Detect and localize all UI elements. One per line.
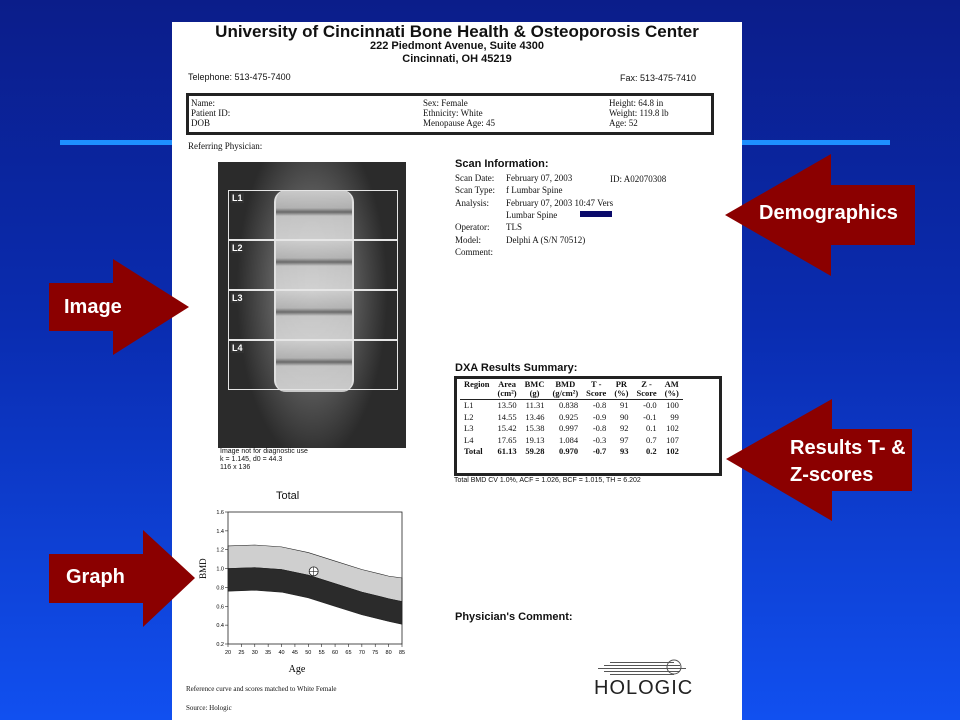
y-tick-label: 0.6 xyxy=(216,604,224,611)
results-header-cell xyxy=(548,380,582,400)
x-tick-label: 85 xyxy=(398,650,406,656)
x-tick-label: 35 xyxy=(265,650,272,656)
results-header-cell xyxy=(661,380,683,400)
image-caption-line: k = 1.145, d0 = 44.3 xyxy=(220,456,283,463)
table-cell: 93 xyxy=(619,446,629,456)
table-cell: 0.970 xyxy=(559,446,579,456)
weight: Weight: 119.8 lb xyxy=(609,108,669,118)
header-unit: Score xyxy=(636,388,657,398)
age: Age: 52 xyxy=(609,118,638,128)
table-cell: 97 xyxy=(619,434,629,445)
model: Delphi A (S/N 70512) xyxy=(506,235,586,245)
operator: TLS xyxy=(506,222,523,232)
table-cell: 92 xyxy=(619,423,629,433)
header-text: AM xyxy=(664,379,679,389)
table-cell: 0.1 xyxy=(646,423,657,433)
demographics-callout-label: Demographics xyxy=(759,202,898,224)
operator-label: Operator: xyxy=(455,222,490,232)
hologic-wordmark: HOLOGIC xyxy=(594,677,694,699)
vertebra-label: L1 xyxy=(232,193,243,203)
header-text: BMD xyxy=(555,379,576,389)
vertebra-box-l1 xyxy=(228,190,398,240)
table-cell: -0.3 xyxy=(592,434,607,445)
chart-source: Source: Hologic xyxy=(186,704,232,712)
table-cell: 15.38 xyxy=(525,423,545,433)
header-text: Z - xyxy=(641,379,652,389)
x-tick-label: 80 xyxy=(385,650,392,656)
referring-physician: Referring Physician: xyxy=(188,141,263,151)
image-callout xyxy=(49,259,189,355)
height: Height: 64.8 in xyxy=(609,98,664,108)
address-line-1: 222 Piedmont Avenue, Suite 4300 xyxy=(369,40,545,52)
table-cell: 90 xyxy=(619,411,629,422)
table-cell: 0.838 xyxy=(559,400,579,410)
table-cell: -0.0 xyxy=(643,400,657,410)
table-cell: -0.9 xyxy=(592,411,607,422)
y-tick-label: 1.2 xyxy=(216,547,224,554)
table-cell: L1 xyxy=(464,400,474,410)
y-tick-label: 0.8 xyxy=(216,585,224,592)
table-cell: 0.2 xyxy=(646,446,657,456)
table-cell: 99 xyxy=(670,411,679,422)
header-text: Region xyxy=(464,379,490,389)
x-tick-label: 75 xyxy=(372,650,379,656)
physician-comment-title: Physician's Comment: xyxy=(455,611,573,623)
image-caption xyxy=(220,448,308,472)
scan-id: ID: A02070308 xyxy=(610,174,667,184)
vertebra-label: L2 xyxy=(232,243,243,253)
header-text: Area xyxy=(498,379,516,389)
results-header-cell xyxy=(610,380,632,400)
vertebra-label: L4 xyxy=(232,343,243,353)
scan-type-label: Scan Type: xyxy=(455,185,495,195)
results-box xyxy=(454,376,722,476)
header-unit: (cm²) xyxy=(497,388,517,398)
demographics-callout xyxy=(725,154,915,276)
demographics-box xyxy=(186,93,714,135)
table-cell: 107 xyxy=(666,434,679,445)
x-tick-label: 20 xyxy=(224,650,232,656)
chart-footnote: Reference curve and scores matched to White Female xyxy=(186,685,337,693)
y-tick-label: 0.4 xyxy=(216,623,224,630)
menopause-age: Menopause Age: 45 xyxy=(423,118,495,128)
table-cell: 0.925 xyxy=(559,411,579,422)
x-axis-label: Age xyxy=(288,664,306,675)
table-cell: L2 xyxy=(464,411,474,422)
model-label: Model: xyxy=(455,235,481,245)
header-text: BMC xyxy=(524,379,545,389)
table-cell: 102 xyxy=(666,446,679,456)
results-callout xyxy=(726,399,914,521)
x-tick-label: 45 xyxy=(291,650,298,656)
analysis-label: Analysis: xyxy=(455,198,490,208)
results-header-cell xyxy=(521,380,549,400)
table-cell: -0.8 xyxy=(592,400,607,410)
table-cell: L4 xyxy=(464,434,474,445)
table-cell: 13.46 xyxy=(525,411,545,422)
table-row xyxy=(460,435,683,447)
table-cell: 59.28 xyxy=(525,446,545,456)
hologic-logo-icon xyxy=(598,658,686,678)
y-tick-label: 1.6 xyxy=(216,510,224,516)
table-cell: 0.7 xyxy=(646,434,657,445)
x-tick-label: 40 xyxy=(278,650,285,656)
results-header-row xyxy=(460,380,683,400)
header-text: PR xyxy=(615,379,628,389)
address-line-2: Cincinnati, OH 45219 xyxy=(402,53,512,65)
table-cell: 13.50 xyxy=(497,400,517,410)
y-axis-label: BMD xyxy=(198,558,208,579)
results-callout-line: Results T- & xyxy=(790,437,906,459)
results-header-cell xyxy=(494,380,521,400)
y-tick-label: 1.4 xyxy=(216,528,224,535)
scan-type: f Lumbar Spine xyxy=(506,185,563,195)
sex: Sex: Female xyxy=(423,98,468,108)
table-cell: 15.42 xyxy=(497,423,517,433)
table-cell: Total xyxy=(464,446,483,456)
bone-density-report xyxy=(172,22,742,720)
results-title: DXA Results Summary: xyxy=(455,362,578,374)
header-unit: (%) xyxy=(664,388,679,398)
table-cell: 0.997 xyxy=(559,423,579,433)
table-cell: -0.7 xyxy=(592,446,607,456)
table-cell: -0.8 xyxy=(592,423,607,433)
table-cell: 19.13 xyxy=(525,434,545,445)
header-unit xyxy=(464,389,490,398)
results-footnote: Total BMD CV 1.0%, ACF = 1.026, BCF = 1.015, TH = 6.202 xyxy=(454,477,641,484)
table-row xyxy=(460,446,683,458)
image-caption-line: 116 x 136 xyxy=(220,464,251,471)
results-callout-line: Z-scores xyxy=(790,464,874,486)
table-cell: 11.31 xyxy=(525,400,545,410)
x-tick-label: 60 xyxy=(332,650,339,656)
table-cell: 14.55 xyxy=(497,411,517,422)
table-cell: 17.65 xyxy=(497,434,517,445)
vertebra-box-l3 xyxy=(228,290,398,340)
table-cell: -0.1 xyxy=(643,411,657,422)
table-cell: 100 xyxy=(666,400,679,410)
y-tick-label: 0.2 xyxy=(216,642,224,648)
x-tick-label: 65 xyxy=(345,650,352,656)
x-tick-label: 55 xyxy=(318,650,325,656)
table-cell: L3 xyxy=(464,423,474,433)
y-tick-label: 1.0 xyxy=(216,566,224,573)
image-caption-line: Image not for diagnostic use xyxy=(220,448,308,455)
telephone: Telephone: 513-475-7400 xyxy=(188,72,291,82)
x-tick-label: 25 xyxy=(238,650,245,656)
header-unit: (g/cm²) xyxy=(552,388,579,398)
header-text: T - xyxy=(590,379,602,389)
x-tick-label: 30 xyxy=(251,650,258,656)
fax: Fax: 513-475-7410 xyxy=(620,73,697,83)
dob-label: DOB xyxy=(191,118,211,128)
results-callout-label xyxy=(790,435,906,489)
patient-id-label: Patient ID: xyxy=(191,108,231,118)
graph-callout-label: Graph xyxy=(66,566,125,588)
table-row xyxy=(460,400,683,412)
results-table xyxy=(460,380,683,458)
comment-label: Comment: xyxy=(455,247,493,257)
results-header-cell xyxy=(460,380,494,400)
table-row xyxy=(460,412,683,424)
table-cell: 102 xyxy=(666,423,679,433)
report-title: University of Cincinnati Bone Health & Osteoporosis Center xyxy=(215,22,699,41)
analysis: February 07, 2003 10:47 Vers xyxy=(506,198,614,208)
header-unit: Score xyxy=(586,388,607,398)
vertebra-box-l4 xyxy=(228,340,398,390)
scan-info-title: Scan Information: xyxy=(455,158,549,170)
name-label: Name: xyxy=(191,98,215,108)
table-cell: 61.13 xyxy=(497,446,517,456)
vertebra-label: L3 xyxy=(232,293,243,303)
scan-date: February 07, 2003 xyxy=(506,173,573,183)
results-header-cell xyxy=(582,380,610,400)
spine-scan-image xyxy=(218,162,406,448)
header-unit: (%) xyxy=(614,388,629,398)
redacted-patient-info xyxy=(251,99,337,127)
bmd-age-chart xyxy=(194,506,412,676)
analysis-region: Lumbar Spine xyxy=(506,210,558,220)
vertebra-box-l2 xyxy=(228,240,398,290)
table-row xyxy=(460,423,683,435)
ethnicity: Ethnicity: White xyxy=(423,108,483,118)
header-unit: (g) xyxy=(529,388,540,398)
results-header-cell xyxy=(632,380,660,400)
x-tick-label: 50 xyxy=(305,650,312,656)
graph-title: Total xyxy=(276,490,300,502)
x-tick-label: 70 xyxy=(358,650,365,656)
redaction-bar xyxy=(580,211,612,217)
image-callout-label: Image xyxy=(64,296,122,318)
scan-date-label: Scan Date: xyxy=(455,173,495,183)
table-cell: 1.084 xyxy=(559,434,579,445)
graph-callout xyxy=(49,530,195,627)
table-cell: 91 xyxy=(619,400,629,410)
